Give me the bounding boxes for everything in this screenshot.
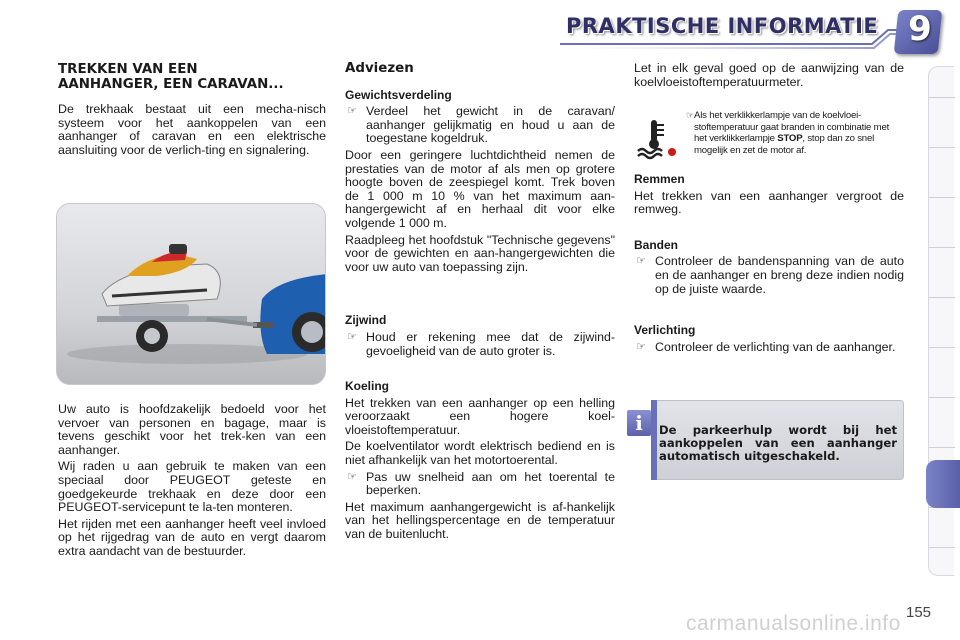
bullet-lighting: ☞ Controleer de verlichting van de aanhanger. [636, 339, 896, 354]
column-towing-intro [58, 62, 326, 160]
watermark: carmanualsonline.info [686, 612, 901, 635]
trailer-illustration [57, 204, 326, 385]
tab-separator [929, 347, 955, 348]
active-chapter-tab [926, 460, 960, 508]
heading-tyres: Banden [634, 237, 679, 252]
page-number: 155 [906, 604, 932, 621]
bullet-weight-distribution: ☞ Verdeel het gewicht in de caravan/ aanhanger gelijkmatig en houd u aan de toegestane kogeldruk. [347, 104, 615, 146]
column-towing-body [58, 403, 326, 562]
section-title-advice: Adviezen [345, 61, 414, 76]
tab-separator [929, 197, 955, 198]
column-advice [345, 62, 615, 545]
paragraph-technical-data: Raadpleeg het hoofdstuk "Technische gegevens" voor de gewichten en aan-hangergewichten die voor uw auto van toepassing zijn. [345, 232, 615, 274]
tab-separator [929, 297, 955, 298]
tab-separator [929, 97, 955, 98]
jetski-trailer-photo [56, 203, 326, 385]
parking-sensor-info-box [627, 400, 904, 480]
intro-paragraph: De trekhaak bestaat uit een mecha-nisch systeem voor het aankoppelen van een aanhanger of caravan en een elektrische aansluiting voor de verlich-ting en signalering. [58, 102, 326, 157]
paragraph-brakes: Het trekken van een aanhanger vergroot de remweg. [634, 188, 904, 217]
info-text: De parkeerhulp wordt bij het aankoppelen van een aanhanger automatisch uitgeschakeld. [659, 423, 897, 464]
pointing-hand-icon: ☞ [347, 330, 357, 343]
paragraph-coolant-gauge: Let in elk geval goed op de aanwijzing van de koelvloeistoftemperatuurmeter. [634, 61, 904, 89]
pointing-hand-icon: ☞ [347, 470, 357, 483]
paragraph-altitude: Door een geringere luchtdichtheid nemen de prestaties van de motor af als men op grotere hoogte boven de zeespiegel komt. Trek boven de 1 000 m 10 % van het maximum aan-hangergewicht af en herhaal dit voor elke volgende 1 000 m. [345, 147, 615, 230]
column-checks-body [634, 173, 904, 357]
paragraph-cooling-slope: Het trekken van een aanhanger op een helling veroorzaakt een hogere koel-vloeistoftemperatuur. [345, 395, 615, 437]
bullet-tyres: ☞ Controleer de bandenspanning van de auto en de aanhanger en breng deze indien nodig op de juiste waarde. [636, 254, 904, 296]
info-box-accent [651, 400, 657, 480]
tab-separator [929, 397, 955, 398]
paragraph-towbar-advice: Wij raden u aan gebruik te maken van een speciaal door PEUGEOT geteste en goedgekeurde trekhaak en deze door een PEUGEOT-servicepunt te la-ten monteren. [58, 459, 326, 515]
heading-brakes: Remmen [634, 172, 685, 186]
chapter-number: 9 [908, 9, 932, 49]
tab-separator [929, 147, 955, 148]
tab-separator [929, 547, 955, 548]
page-header-title: PRAKTISCHE INFORMATIE [566, 14, 879, 38]
coolant-temperature-warning-icon [636, 116, 678, 160]
bullet-crosswind: ☞ Houd er rekening mee dat de zijwind-gevoeligheid van de auto groter is. [347, 329, 615, 358]
heading-weight-distribution: Gewichtsverdeling [345, 87, 452, 102]
pointing-hand-icon: ☞ [686, 110, 695, 120]
tab-separator [929, 247, 955, 248]
pointing-hand-icon: ☞ [636, 340, 646, 353]
paragraph-vehicle-purpose: Uw auto is hoofdzakelijk bedoeld voor het vervoer van personen en bagage, maar is tevens geschikt voor het trek-ken van een aanhanger. [58, 402, 326, 457]
paragraph-driving-behaviour: Het rijden met een aanhanger heeft veel invloed op het rijgedrag van de auto en vergt daarom extra aandacht van de bestuurder. [58, 516, 326, 558]
heading-cooling: Koeling [345, 379, 389, 394]
tab-separator [929, 447, 955, 448]
heading-crosswind: Zijwind [345, 313, 387, 328]
warning-text: Als het verklikkerlampje van de koelvloei-stoftemperatuur gaat branden in combinatie met het verklikkerlampje STOP, stop dan zo snel mogelijk en zet de motor af. [694, 110, 890, 156]
coolant-warning-note [634, 108, 906, 168]
section-title-towing: TREKKEN VAN EEN AANHANGER, EEN CARAVAN... [58, 62, 284, 92]
pointing-hand-icon: ☞ [636, 255, 646, 268]
paragraph-max-trailer-weight: Het maximum aanhangergewicht is af-hankelijk van het hellingspercentage en de temperatuur van de buitenlucht. [345, 499, 615, 542]
paragraph-cooling-fan: De koelventilator wordt elektrisch bediend en is niet afhankelijk van het motortoerental. [345, 439, 615, 468]
info-icon: i [627, 410, 651, 436]
heading-lighting: Verlichting [634, 323, 696, 338]
bullet-cooling-speed: ☞ Pas uw snelheid aan om het toerental te beperken. [347, 469, 615, 498]
pointing-hand-icon: ☞ [347, 105, 357, 118]
column-checks [634, 62, 904, 92]
